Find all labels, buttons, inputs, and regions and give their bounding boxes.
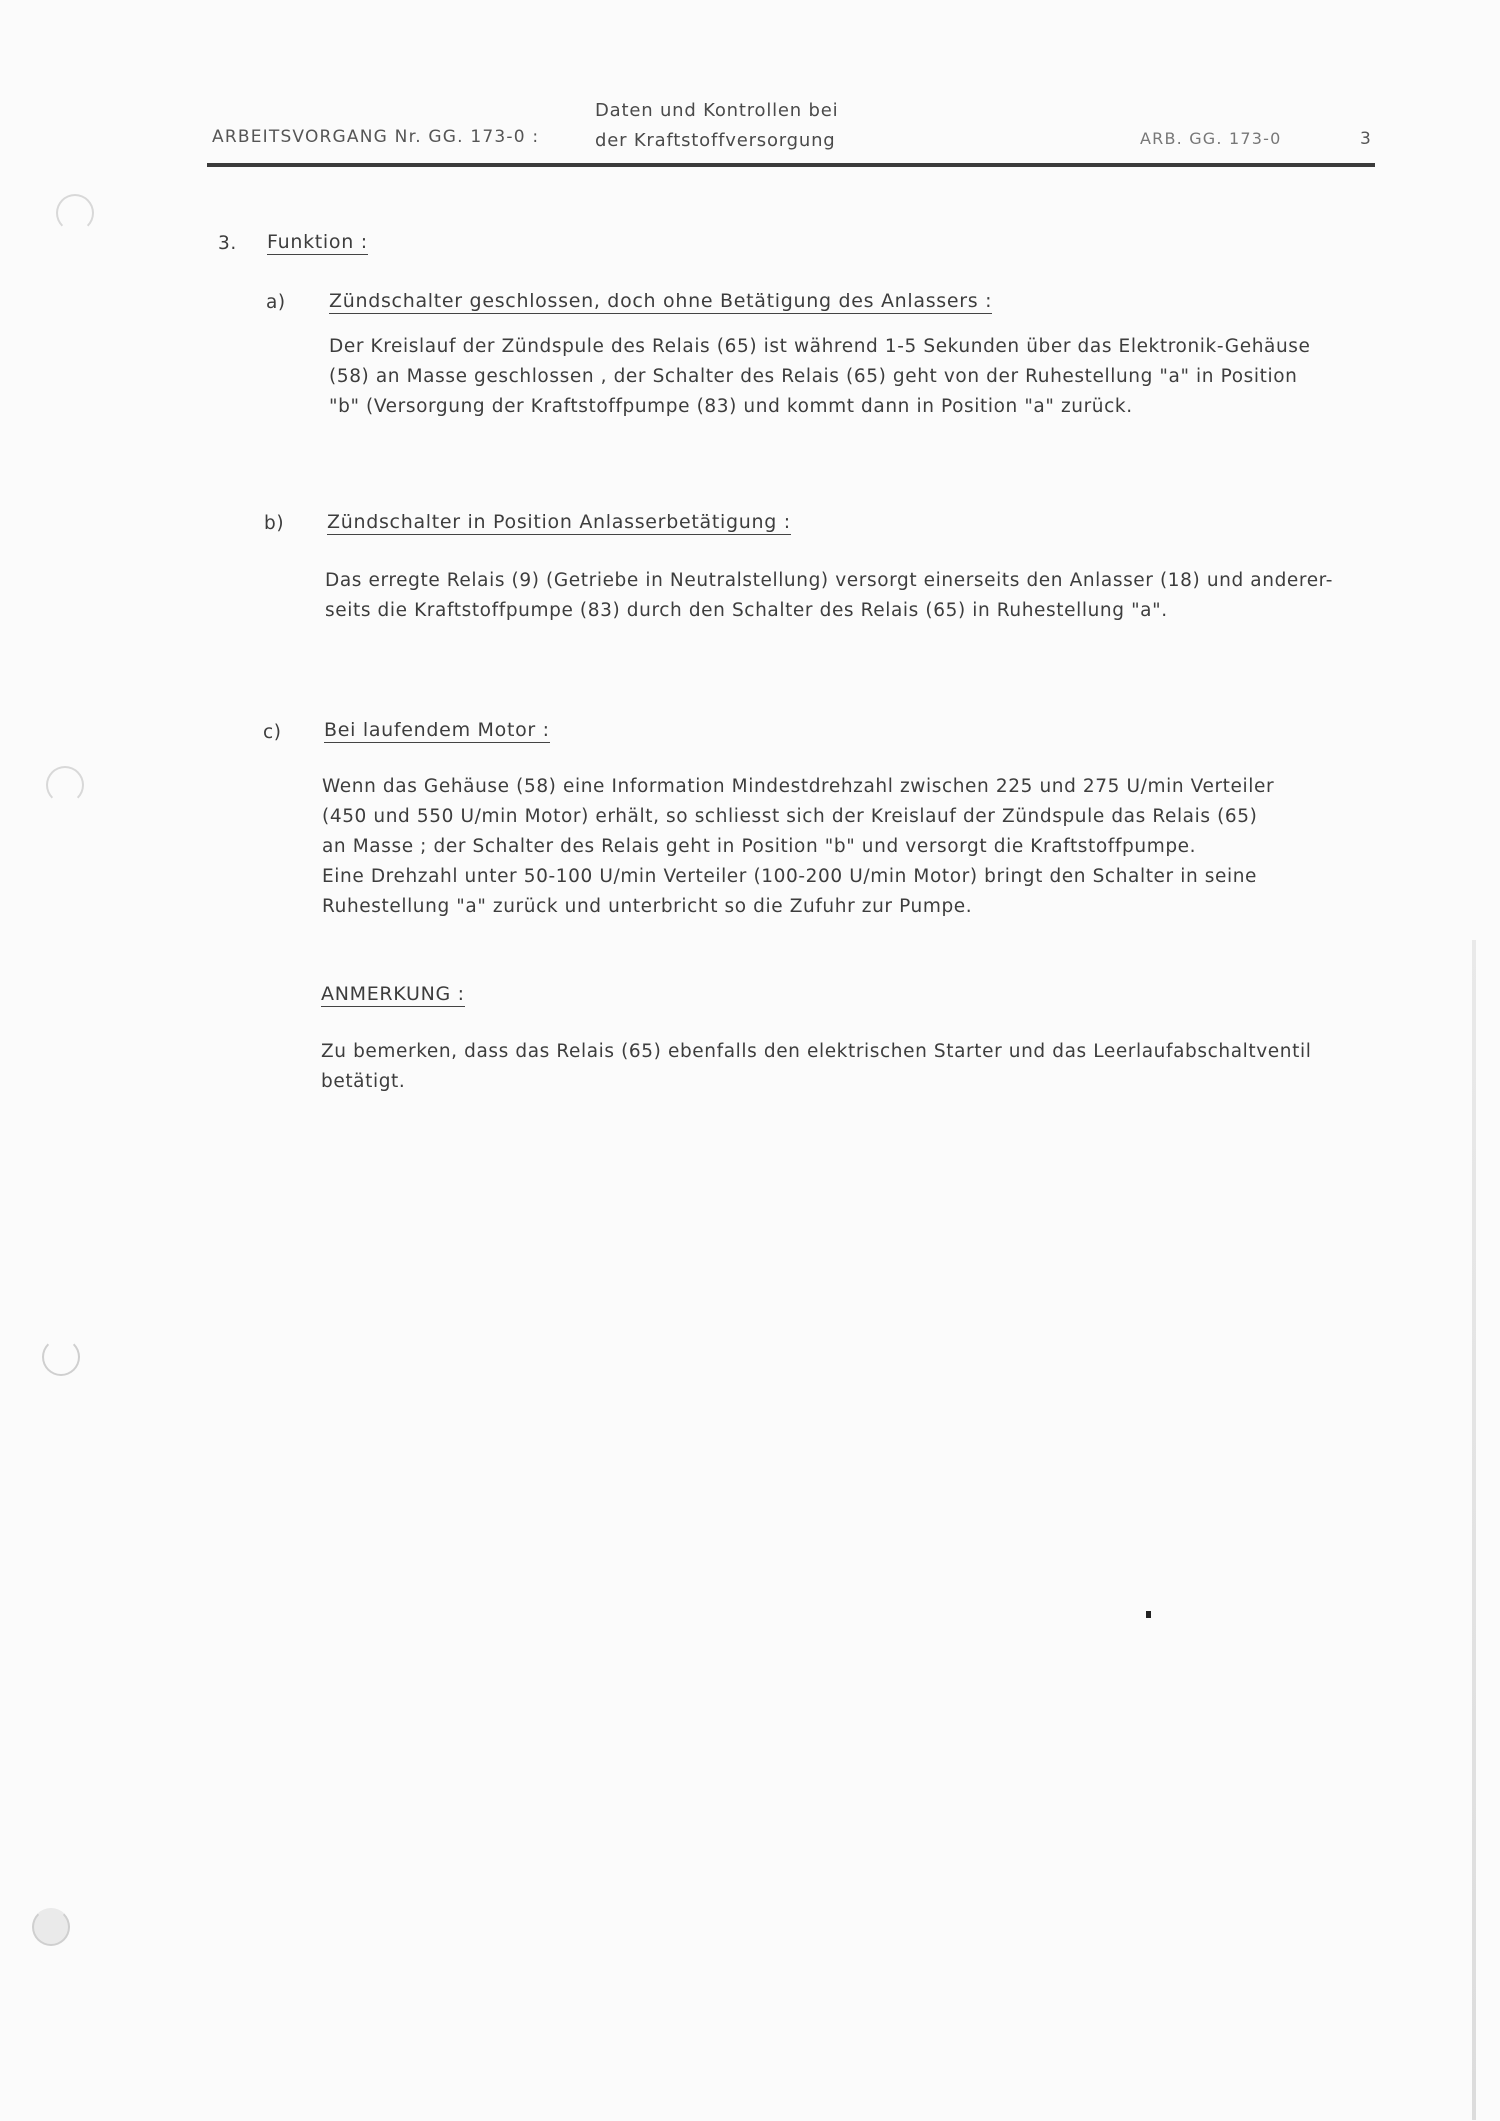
- paragraph-line: Eine Drehzahl unter 50-100 U/min Verteiler (100-200 U/min Motor) bringt den Schalter in seine: [322, 866, 1258, 887]
- note-paragraph: [321, 1037, 1311, 1097]
- item-marker-b: b): [264, 513, 285, 534]
- punch-hole-mark: [42, 1338, 80, 1376]
- scan-edge-shadow: [1472, 940, 1476, 2120]
- paragraph-line: (450 und 550 U/min Motor) erhält, so schliesst sich der Kreislauf der Zündspule das Relais (65): [322, 806, 1258, 827]
- section-title: Funktion :: [267, 231, 368, 253]
- header-title-line-1: Daten und Kontrollen bei: [595, 100, 839, 121]
- paragraph-line: Wenn das Gehäuse (58) eine Information Mindestdrehzahl zwischen 225 und 275 U/min Verteiler: [322, 776, 1275, 797]
- paragraph-line: Der Kreislauf der Zündspule des Relais (65) ist während 1-5 Sekunden über das Elektronik-Gehäuse: [329, 336, 1311, 357]
- item-heading-b: Zündschalter in Position Anlasserbetätigung :: [327, 511, 791, 533]
- paragraph-line: an Masse ; der Schalter des Relais geht in Position "b" und versorgt die Kraftstoffpumpe.: [322, 836, 1197, 857]
- paragraph-line: seits die Kraftstoffpumpe (83) durch den Schalter des Relais (65) in Ruhestellung "a".: [325, 600, 1168, 621]
- header-title-line-2: der Kraftstoffversorgung: [595, 130, 836, 151]
- item-marker-a: a): [266, 292, 286, 313]
- item-paragraph-b: [325, 566, 1333, 626]
- item-paragraph-a: [329, 332, 1311, 422]
- paragraph-line: "b" (Versorgung der Kraftstoffpumpe (83) und kommt dann in Position "a" zurück.: [329, 396, 1133, 417]
- note-heading: ANMERKUNG :: [321, 983, 465, 1005]
- header-operation-number: ARBEITSVORGANG Nr. GG. 173-0 :: [212, 127, 540, 147]
- paragraph-line: (58) an Masse geschlossen , der Schalter des Relais (65) geht von der Ruhestellung "a" in Position: [329, 366, 1298, 387]
- item-paragraph-c: [322, 772, 1274, 922]
- punch-hole-mark: [46, 766, 84, 804]
- punch-hole-mark: [56, 194, 94, 232]
- paragraph-line: betätigt.: [321, 1071, 406, 1092]
- punch-hole-mark: [32, 1908, 70, 1946]
- header-title: [595, 96, 838, 156]
- page-number: 3: [1360, 129, 1371, 149]
- paragraph-line: Ruhestellung "a" zurück und unterbricht so die Zufuhr zur Pumpe.: [322, 896, 973, 917]
- item-marker-c: c): [263, 722, 282, 743]
- paragraph-line: Zu bemerken, dass das Relais (65) ebenfalls den elektrischen Starter und das Leerlaufabschaltventil: [321, 1041, 1312, 1062]
- header-rule: [207, 163, 1375, 167]
- scan-speck: [1146, 1611, 1151, 1618]
- section-number: 3.: [218, 233, 237, 254]
- header-reference: ARB. GG. 173-0: [1140, 129, 1282, 148]
- item-heading-a: Zündschalter geschlossen, doch ohne Betätigung des Anlassers :: [329, 290, 993, 312]
- paragraph-line: Das erregte Relais (9) (Getriebe in Neutralstellung) versorgt einerseits den Anlasser (18) und anderer-: [325, 570, 1333, 591]
- item-heading-c: Bei laufendem Motor :: [324, 719, 550, 741]
